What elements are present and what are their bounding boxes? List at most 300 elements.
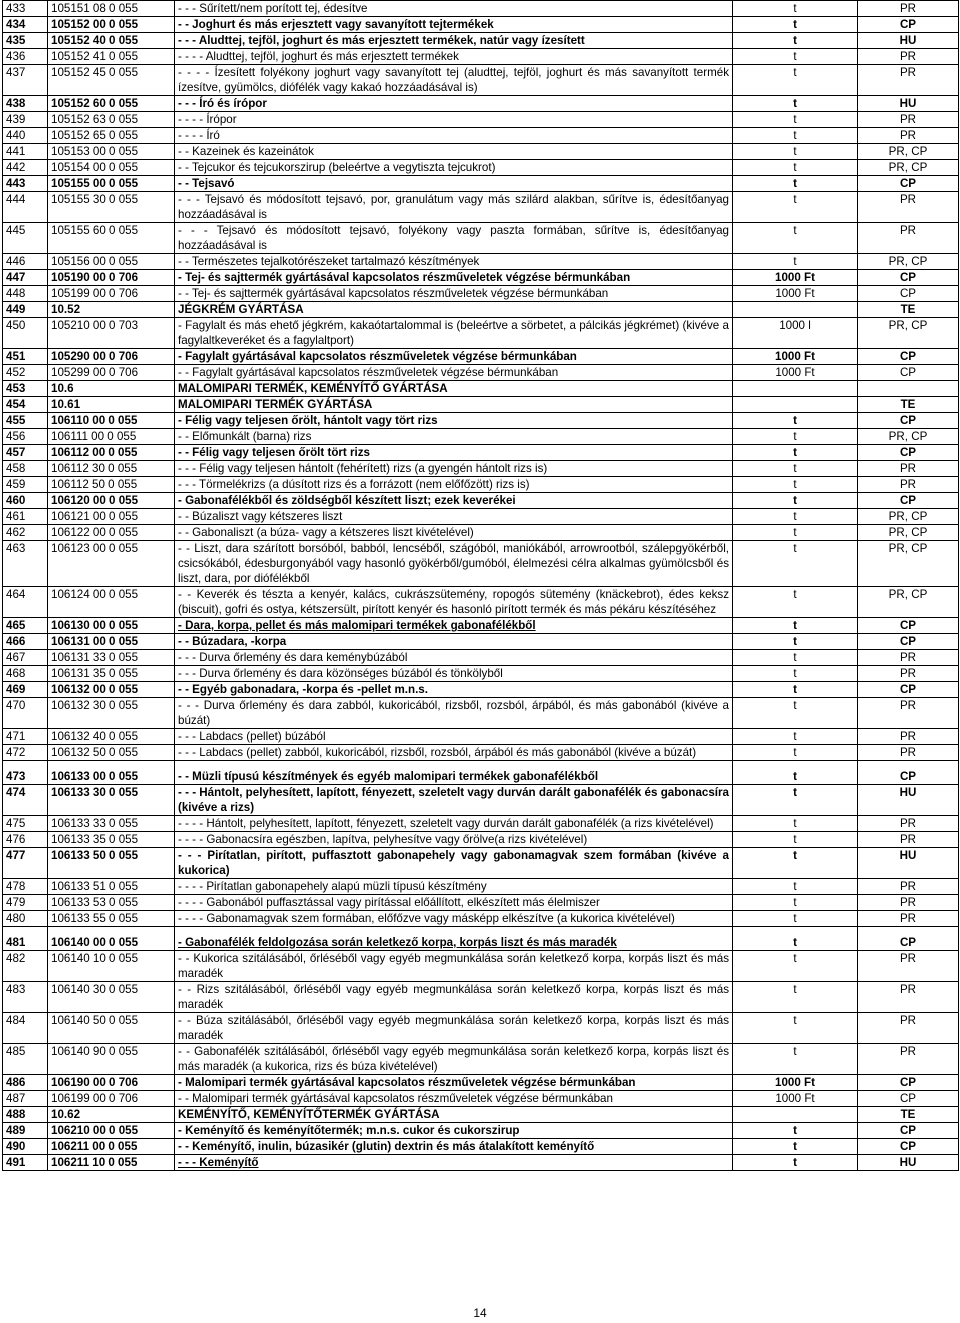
status-code: PR, CP <box>858 254 959 270</box>
row-number: 471 <box>3 729 48 745</box>
row-number: 463 <box>3 541 48 587</box>
status-code: TE <box>858 302 959 318</box>
product-code: 10.61 <box>48 397 175 413</box>
status-code: CP <box>858 927 959 951</box>
unit-of-measure: t <box>733 634 858 650</box>
unit-of-measure: t <box>733 509 858 525</box>
status-code: HU <box>858 1155 959 1171</box>
unit-of-measure: t <box>733 96 858 112</box>
unit-of-measure <box>733 1107 858 1123</box>
table-row <box>3 634 959 650</box>
product-code: 105151 08 0 055 <box>48 1 175 17</box>
status-code: CP <box>858 1139 959 1155</box>
product-code: 106110 00 0 055 <box>48 413 175 429</box>
row-number: 434 <box>3 17 48 33</box>
product-description: - - Előmunkált (barna) rizs <box>175 429 733 445</box>
product-code: 106140 00 0 055 <box>48 927 175 951</box>
unit-of-measure: t <box>733 761 858 785</box>
unit-of-measure: t <box>733 49 858 65</box>
table-row <box>3 192 959 223</box>
product-code: 106210 00 0 055 <box>48 1123 175 1139</box>
status-code: PR, CP <box>858 160 959 176</box>
table-row <box>3 1044 959 1075</box>
product-code: 106133 00 0 055 <box>48 761 175 785</box>
row-number: 477 <box>3 848 48 879</box>
product-code: 106133 55 0 055 <box>48 911 175 927</box>
product-code: 105210 00 0 703 <box>48 318 175 349</box>
unit-of-measure: t <box>733 618 858 634</box>
row-number: 457 <box>3 445 48 461</box>
table-row <box>3 982 959 1013</box>
product-description: - - - Labdacs (pellet) zabból, kukoricából, rizsből, rozsból, árpából és más gabonából (kivéve a búzát) <box>175 745 733 761</box>
unit-of-measure: t <box>733 698 858 729</box>
unit-of-measure: t <box>733 1044 858 1075</box>
row-number: 467 <box>3 650 48 666</box>
product-code: 105152 40 0 055 <box>48 33 175 49</box>
product-description: - - - - Író <box>175 128 733 144</box>
table-row <box>3 666 959 682</box>
product-code: 105155 00 0 055 <box>48 176 175 192</box>
table-row <box>3 1107 959 1123</box>
row-number: 462 <box>3 525 48 541</box>
product-description: - - Búza szitálásából, őrléséből vagy egyéb megmunkálása során keletkező korpa, korpás liszt és más maradék <box>175 1013 733 1044</box>
product-description: - - Tejcukor és tejcukorszirup (beleértve a vegytiszta tejcukrot) <box>175 160 733 176</box>
product-code: 106140 50 0 055 <box>48 1013 175 1044</box>
unit-of-measure <box>733 381 858 397</box>
product-code: 105152 45 0 055 <box>48 65 175 96</box>
status-code <box>858 381 959 397</box>
status-code: PR <box>858 223 959 254</box>
product-code: 105152 00 0 055 <box>48 17 175 33</box>
table-row <box>3 445 959 461</box>
product-description: - - Egyéb gabonadara, -korpa és -pellet m.n.s. <box>175 682 733 698</box>
unit-of-measure: t <box>733 33 858 49</box>
table-row <box>3 745 959 761</box>
product-code: 10.6 <box>48 381 175 397</box>
unit-of-measure: t <box>733 911 858 927</box>
row-number: 440 <box>3 128 48 144</box>
unit-of-measure: 1000 Ft <box>733 349 858 365</box>
product-code: 10.62 <box>48 1107 175 1123</box>
table-row <box>3 911 959 927</box>
table-row <box>3 429 959 445</box>
row-number: 483 <box>3 982 48 1013</box>
row-number: 474 <box>3 785 48 816</box>
product-code: 105199 00 0 706 <box>48 286 175 302</box>
table-row <box>3 1013 959 1044</box>
row-number: 470 <box>3 698 48 729</box>
status-code: CP <box>858 761 959 785</box>
product-code: 106111 00 0 055 <box>48 429 175 445</box>
unit-of-measure: t <box>733 587 858 618</box>
row-number: 475 <box>3 816 48 832</box>
product-description: - - - Durva őrlemény és dara keménybúzából <box>175 650 733 666</box>
table-row <box>3 65 959 96</box>
status-code: PR <box>858 461 959 477</box>
table-row <box>3 270 959 286</box>
product-description: - - - Félig vagy teljesen hántolt (fehérített) rizs (a gyengén hántolt rizs is) <box>175 461 733 477</box>
status-code: PR, CP <box>858 587 959 618</box>
product-description: - - Liszt, dara szárított borsóból, babból, lencséből, szágóból, maniókából, arrowrootból, szálepgyökérből, csicsókából, édesburgonyából vagy hasonló gyökérből/gumóból, élelmezési célra alkalmas gyümölcsből és liszt, dara, por diófélékből <box>175 541 733 587</box>
page-number: 14 <box>473 1306 487 1320</box>
table-row <box>3 33 959 49</box>
product-description: - - - Törmelékrizs (a dúsított rizs és a forrázott (nem előfőzött) rizs is) <box>175 477 733 493</box>
product-description: - - Tejsavó <box>175 176 733 192</box>
product-description: - - Rizs szitálásából, őrléséből vagy egyéb megmunkálása során keletkező korpa, korpás liszt és más maradék <box>175 982 733 1013</box>
unit-of-measure: 1000 Ft <box>733 286 858 302</box>
product-code: 106133 53 0 055 <box>48 895 175 911</box>
unit-of-measure: 1000 l <box>733 318 858 349</box>
row-number: 487 <box>3 1091 48 1107</box>
product-code: 106133 35 0 055 <box>48 832 175 848</box>
product-code: 10.52 <box>48 302 175 318</box>
product-description: - Gabonafélékből és zöldségből készített liszt; ezek keverékei <box>175 493 733 509</box>
status-code: CP <box>858 413 959 429</box>
row-number: 435 <box>3 33 48 49</box>
product-description: - - - Tejsavó és módosított tejsavó, por, granulátum vagy más szilárd alakban, sűrítve is, édesítőanyag hozzáadásával is <box>175 192 733 223</box>
table-row <box>3 493 959 509</box>
row-number: 480 <box>3 911 48 927</box>
row-number: 455 <box>3 413 48 429</box>
product-description: - - - Tejsavó és módosított tejsavó, folyékony vagy paszta formában, sűrítve is, édesítőanyag hozzáadásával is <box>175 223 733 254</box>
unit-of-measure: t <box>733 429 858 445</box>
table-row <box>3 698 959 729</box>
product-description: - Fagylalt gyártásával kapcsolatos részműveletek végzése bérmunkában <box>175 349 733 365</box>
row-number: 481 <box>3 927 48 951</box>
status-code: PR <box>858 1 959 17</box>
unit-of-measure: t <box>733 982 858 1013</box>
table-row <box>3 477 959 493</box>
status-code: PR <box>858 65 959 96</box>
unit-of-measure: t <box>733 951 858 982</box>
row-number: 442 <box>3 160 48 176</box>
unit-of-measure: t <box>733 682 858 698</box>
table-row <box>3 1 959 17</box>
unit-of-measure: t <box>733 1013 858 1044</box>
table-row <box>3 381 959 397</box>
status-code: CP <box>858 618 959 634</box>
unit-of-measure: t <box>733 445 858 461</box>
status-code: HU <box>858 33 959 49</box>
unit-of-measure: t <box>733 1123 858 1139</box>
unit-of-measure: t <box>733 525 858 541</box>
row-number: 478 <box>3 879 48 895</box>
product-code: 106133 51 0 055 <box>48 879 175 895</box>
unit-of-measure: 1000 Ft <box>733 270 858 286</box>
status-code: PR <box>858 477 959 493</box>
row-number: 437 <box>3 65 48 96</box>
status-code: PR <box>858 650 959 666</box>
product-description: - - Malomipari termék gyártásával kapcsolatos részműveletek végzése bérmunkában <box>175 1091 733 1107</box>
product-description: - - - Labdacs (pellet) búzából <box>175 729 733 745</box>
unit-of-measure: t <box>733 895 858 911</box>
table-row <box>3 879 959 895</box>
row-number: 469 <box>3 682 48 698</box>
product-code: 106112 50 0 055 <box>48 477 175 493</box>
product-code: 105152 65 0 055 <box>48 128 175 144</box>
product-code: 106140 90 0 055 <box>48 1044 175 1075</box>
status-code: PR <box>858 1013 959 1044</box>
product-description: - - - Aludttej, tejföl, joghurt és más erjesztett termékek, natúr vagy ízesített <box>175 33 733 49</box>
row-number: 460 <box>3 493 48 509</box>
product-code: 106121 00 0 055 <box>48 509 175 525</box>
row-number: 484 <box>3 1013 48 1044</box>
product-description: - - - - Gabonacsíra egészben, lapítva, pelyhesítve vagy őrölve(a rizs kivételével) <box>175 832 733 848</box>
unit-of-measure: t <box>733 176 858 192</box>
product-description: - - Búzaliszt vagy kétszeres liszt <box>175 509 733 525</box>
unit-of-measure: t <box>733 17 858 33</box>
unit-of-measure: t <box>733 413 858 429</box>
row-number: 456 <box>3 429 48 445</box>
status-code: PR <box>858 192 959 223</box>
unit-of-measure: t <box>733 1139 858 1155</box>
product-code: 106131 33 0 055 <box>48 650 175 666</box>
status-code: TE <box>858 397 959 413</box>
unit-of-measure: t <box>733 192 858 223</box>
product-code: 106131 35 0 055 <box>48 666 175 682</box>
table-row <box>3 1123 959 1139</box>
unit-of-measure: t <box>733 160 858 176</box>
unit-of-measure: t <box>733 848 858 879</box>
product-description: - - - - Ízesített folyékony joghurt vagy savanyított tej (aludttej, tejföl, joghurt és más savanyított termék ízesítve, gyümölcs, diófélék vagy kakaó hozzáadásával is) <box>175 65 733 96</box>
table-row <box>3 318 959 349</box>
product-code: 105153 00 0 055 <box>48 144 175 160</box>
row-number: 476 <box>3 832 48 848</box>
table-row <box>3 397 959 413</box>
table-row <box>3 832 959 848</box>
row-number: 452 <box>3 365 48 381</box>
product-description: - - - Durva őrlemény és dara zabból, kukoricából, rizsből, rozsból, árpából, és más gabonából (kivéve a búzát) <box>175 698 733 729</box>
status-code: CP <box>858 176 959 192</box>
product-code: 106131 00 0 055 <box>48 634 175 650</box>
table-row <box>3 729 959 745</box>
product-code: 105299 00 0 706 <box>48 365 175 381</box>
product-description: - - Gabonafélék szitálásából, őrléséből vagy egyéb megmunkálása során keletkező korpa, korpás liszt és más maradék (a kukorica, rizs és búza kivételével) <box>175 1044 733 1075</box>
status-code: PR <box>858 112 959 128</box>
product-code: 105152 63 0 055 <box>48 112 175 128</box>
unit-of-measure: t <box>733 745 858 761</box>
unit-of-measure: t <box>733 223 858 254</box>
row-number: 466 <box>3 634 48 650</box>
table-row <box>3 461 959 477</box>
status-code: CP <box>858 445 959 461</box>
product-description: - - Joghurt és más erjesztett vagy savanyított tejtermékek <box>175 17 733 33</box>
table-row <box>3 541 959 587</box>
product-description: - - Gabonaliszt (a búza- vagy a kétszeres liszt kivételével) <box>175 525 733 541</box>
product-description: MALOMIPARI TERMÉK GYÁRTÁSA <box>175 397 733 413</box>
status-code: PR <box>858 895 959 911</box>
table-row <box>3 49 959 65</box>
row-number: 461 <box>3 509 48 525</box>
product-description: - Dara, korpa, pellet és más malomipari termékek gabonafélékből <box>175 618 733 634</box>
product-code: 106112 00 0 055 <box>48 445 175 461</box>
product-description: - Félig vagy teljesen őrölt, hántolt vagy tört rizs <box>175 413 733 429</box>
table-row <box>3 895 959 911</box>
status-code: PR, CP <box>858 525 959 541</box>
row-number: 445 <box>3 223 48 254</box>
product-code: 106112 30 0 055 <box>48 461 175 477</box>
status-code: PR, CP <box>858 144 959 160</box>
row-number: 444 <box>3 192 48 223</box>
table-row <box>3 223 959 254</box>
table-row <box>3 761 959 785</box>
product-description: MALOMIPARI TERMÉK, KEMÉNYÍTŐ GYÁRTÁSA <box>175 381 733 397</box>
product-code: 106124 00 0 055 <box>48 587 175 618</box>
product-description: - - - - Aludttej, tejföl, joghurt és más erjesztett termékek <box>175 49 733 65</box>
status-code: CP <box>858 1123 959 1139</box>
unit-of-measure <box>733 397 858 413</box>
status-code: PR <box>858 911 959 927</box>
table-row <box>3 816 959 832</box>
unit-of-measure: t <box>733 879 858 895</box>
table-row <box>3 785 959 816</box>
product-code: 105154 00 0 055 <box>48 160 175 176</box>
unit-of-measure <box>733 302 858 318</box>
unit-of-measure: t <box>733 65 858 96</box>
product-description: - - - Sűrített/nem porított tej, édesítve <box>175 1 733 17</box>
product-description: JÉGKRÉM GYÁRTÁSA <box>175 302 733 318</box>
status-code: TE <box>858 1107 959 1123</box>
product-description: KEMÉNYÍTŐ, KEMÉNYÍTŐTERMÉK GYÁRTÁSA <box>175 1107 733 1123</box>
unit-of-measure: t <box>733 650 858 666</box>
product-code: 106140 30 0 055 <box>48 982 175 1013</box>
row-number: 443 <box>3 176 48 192</box>
product-description: - - Keverék és tészta a kenyér, kalács, cukrászsütemény, ropogós sütemény (knäckebrot), édes keksz (biscuit), gofri és ostya, kétszersült, pirított kenyér és hasonló pirított termék és más pékáru készítéséhez <box>175 587 733 618</box>
unit-of-measure: t <box>733 1155 858 1171</box>
status-code: PR, CP <box>858 318 959 349</box>
unit-of-measure: t <box>733 816 858 832</box>
unit-of-measure: t <box>733 112 858 128</box>
unit-of-measure: t <box>733 477 858 493</box>
product-code: 106132 00 0 055 <box>48 682 175 698</box>
status-code: CP <box>858 365 959 381</box>
table-row <box>3 525 959 541</box>
product-code: 105190 00 0 706 <box>48 270 175 286</box>
table-row <box>3 509 959 525</box>
product-list-body <box>3 1 959 1171</box>
status-code: PR, CP <box>858 509 959 525</box>
row-number: 468 <box>3 666 48 682</box>
product-description: - - - Hántolt, pelyhesített, lapított, fényezett, szeletelt vagy durván darált gabonafélék és gabonacsíra (kivéve a rizs) <box>175 785 733 816</box>
product-description: - - - - Gabonából puffasztással vagy pirítással előállított, elkészített más élelmiszer <box>175 895 733 911</box>
product-code: 106190 00 0 706 <box>48 1075 175 1091</box>
table-row <box>3 254 959 270</box>
status-code: CP <box>858 682 959 698</box>
table-row <box>3 128 959 144</box>
product-code: 106133 50 0 055 <box>48 848 175 879</box>
table-row <box>3 618 959 634</box>
row-number: 459 <box>3 477 48 493</box>
product-description: - - Müzli típusú készítmények és egyéb malomipari termékek gabonafélékből <box>175 761 733 785</box>
row-number: 438 <box>3 96 48 112</box>
product-code: 105152 41 0 055 <box>48 49 175 65</box>
unit-of-measure: t <box>733 493 858 509</box>
product-description: - - - Durva őrlemény és dara közönséges búzából és tönkölyből <box>175 666 733 682</box>
row-number: 465 <box>3 618 48 634</box>
status-code: PR <box>858 982 959 1013</box>
row-number: 439 <box>3 112 48 128</box>
product-description: - - Fagylalt gyártásával kapcsolatos részműveletek végzése bérmunkában <box>175 365 733 381</box>
row-number: 446 <box>3 254 48 270</box>
product-description: - - - - Írópor <box>175 112 733 128</box>
status-code: HU <box>858 848 959 879</box>
product-description: - - - - Gabonamagvak szem formában, előfőzve vagy másképp elkészítve (a kukorica kivételével) <box>175 911 733 927</box>
row-number: 490 <box>3 1139 48 1155</box>
unit-of-measure: t <box>733 541 858 587</box>
unit-of-measure: t <box>733 785 858 816</box>
product-code: 106123 00 0 055 <box>48 541 175 587</box>
status-code: PR, CP <box>858 429 959 445</box>
row-number: 488 <box>3 1107 48 1123</box>
product-description: - Malomipari termék gyártásával kapcsolatos részműveletek végzése bérmunkában <box>175 1075 733 1091</box>
status-code: CP <box>858 1091 959 1107</box>
row-number: 491 <box>3 1155 48 1171</box>
row-number: 436 <box>3 49 48 65</box>
status-code: HU <box>858 96 959 112</box>
row-number: 464 <box>3 587 48 618</box>
unit-of-measure: t <box>733 128 858 144</box>
product-code: 106140 10 0 055 <box>48 951 175 982</box>
status-code: PR <box>858 1044 959 1075</box>
product-code: 106211 00 0 055 <box>48 1139 175 1155</box>
unit-of-measure: t <box>733 927 858 951</box>
row-number: 454 <box>3 397 48 413</box>
row-number: 485 <box>3 1044 48 1075</box>
row-number: 472 <box>3 745 48 761</box>
unit-of-measure: 1000 Ft <box>733 1091 858 1107</box>
status-code: PR <box>858 698 959 729</box>
product-description: - Tej- és sajttermék gyártásával kapcsolatos részműveletek végzése bérmunkában <box>175 270 733 286</box>
status-code: PR <box>858 951 959 982</box>
product-code: 106130 00 0 055 <box>48 618 175 634</box>
table-row <box>3 951 959 982</box>
status-code: CP <box>858 270 959 286</box>
product-description: - - - Író és írópor <box>175 96 733 112</box>
product-code: 105155 60 0 055 <box>48 223 175 254</box>
product-code: 106132 30 0 055 <box>48 698 175 729</box>
table-row <box>3 927 959 951</box>
status-code: PR <box>858 832 959 848</box>
table-row <box>3 650 959 666</box>
table-row <box>3 112 959 128</box>
row-number: 451 <box>3 349 48 365</box>
product-description: - - - Keményítő <box>175 1155 733 1171</box>
product-description: - - Félig vagy teljesen őrölt tört rizs <box>175 445 733 461</box>
row-number: 482 <box>3 951 48 982</box>
row-number: 486 <box>3 1075 48 1091</box>
status-code: PR, CP <box>858 541 959 587</box>
product-description: - - Kukorica szitálásából, őrléséből vagy egyéb megmunkálása során keletkező korpa, korpás liszt és más maradék <box>175 951 733 982</box>
status-code: CP <box>858 1075 959 1091</box>
product-code: 106133 30 0 055 <box>48 785 175 816</box>
product-code: 106132 50 0 055 <box>48 745 175 761</box>
row-number: 450 <box>3 318 48 349</box>
product-description: - Fagylalt és más ehető jégkrém, kakaótartalommal is (beleértve a sörbetet, a pálcikás jégkrémet) (kivéve a fagylaltkeveréket és a fagylaltport) <box>175 318 733 349</box>
table-row <box>3 587 959 618</box>
status-code: PR <box>858 879 959 895</box>
status-code: CP <box>858 286 959 302</box>
product-description: - - Kazeinek és kazeinátok <box>175 144 733 160</box>
unit-of-measure: t <box>733 666 858 682</box>
product-description: - - Tej- és sajttermék gyártásával kapcsolatos részműveletek végzése bérmunkában <box>175 286 733 302</box>
row-number: 489 <box>3 1123 48 1139</box>
product-description: - - - - Pirítatlan gabonapehely alapú müzli típusú készítmény <box>175 879 733 895</box>
table-row <box>3 1155 959 1171</box>
table-row <box>3 1075 959 1091</box>
row-number: 447 <box>3 270 48 286</box>
unit-of-measure: t <box>733 729 858 745</box>
table-row <box>3 286 959 302</box>
